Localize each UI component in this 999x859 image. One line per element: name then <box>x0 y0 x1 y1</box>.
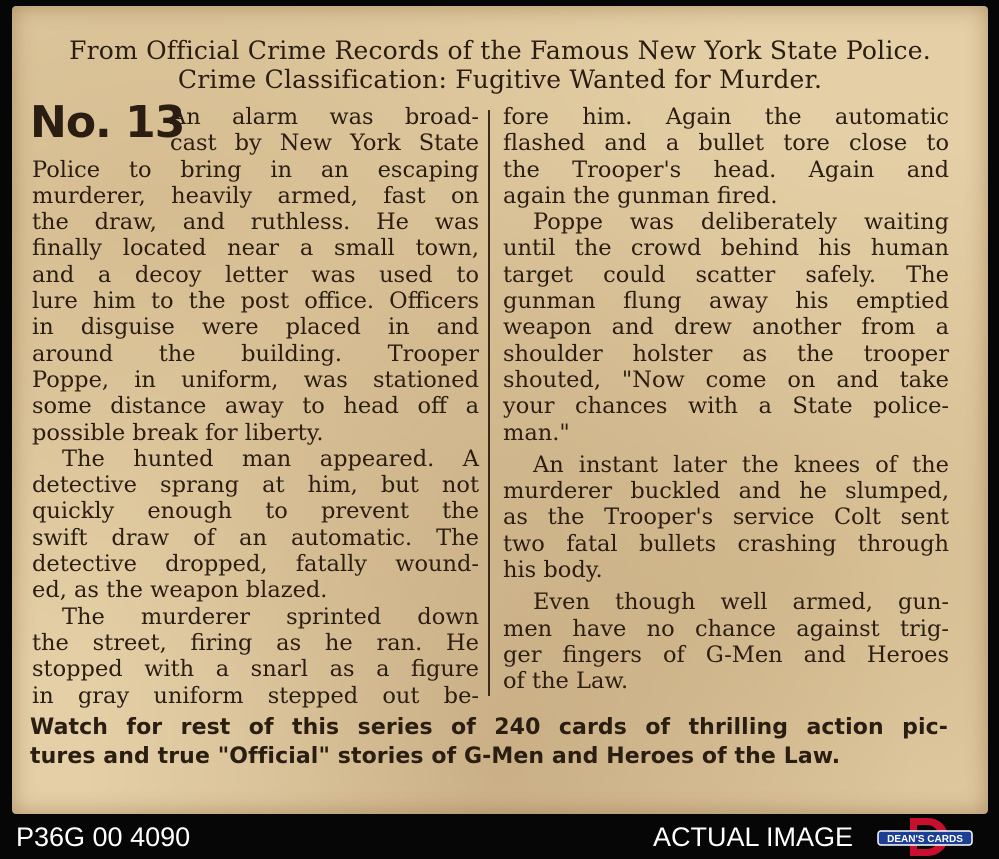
text-line: Poppe was deliberately waiting <box>533 209 949 236</box>
text-line: the street, firing as he ran. He <box>32 629 479 656</box>
svg-text:DEAN'S CARDS: DEAN'S CARDS <box>887 834 963 845</box>
text-line: your chances with a State police- <box>503 393 949 420</box>
text-line: as the Trooper's service Colt sent <box>503 504 949 531</box>
text-line: murderer buckled and he slumped, <box>503 478 949 505</box>
image-caption-bar <box>0 814 999 859</box>
text-line: his body. <box>503 557 603 584</box>
text-line: of the Law. <box>503 668 629 695</box>
text-line: man." <box>503 419 570 446</box>
text-line: Even though well armed, gun- <box>533 589 949 616</box>
text-line: swift draw of an automatic. The <box>32 524 479 551</box>
card-number: No. 13 <box>30 97 185 148</box>
text-line: shouted, "Now come on and take <box>503 366 949 393</box>
text-line: murderer, heavily armed, fast on <box>32 182 479 209</box>
footer-line-1: Watch for rest of this series of 240 cards of thrilling action pic- <box>30 715 948 740</box>
column-divider <box>488 110 490 696</box>
text-line: detective dropped, fatally wound- <box>32 551 479 578</box>
text-line: cast by New York State <box>170 130 479 157</box>
text-line: around the building. Trooper <box>32 340 479 367</box>
text-line: stopped with a snarl as a figure <box>32 656 479 683</box>
card-footer <box>30 713 948 771</box>
text-line: in gray uniform stepped out be- <box>32 682 479 709</box>
text-line: fore him. Again the automatic <box>503 104 949 130</box>
text-line: The hunted man appeared. A <box>62 445 479 472</box>
text-line: quickly enough to prevent the <box>32 498 479 525</box>
text-line: Police to bring in an escaping <box>32 156 479 183</box>
text-line: An alarm was broad- <box>170 104 479 130</box>
text-line: The murderer sprinted down <box>62 603 479 630</box>
text-line: finally located near a small town, <box>32 235 479 262</box>
text-line: the Trooper's head. Again and <box>503 156 949 183</box>
right-column <box>503 104 949 695</box>
text-line: An instant later the knees of the <box>533 451 949 478</box>
text-line: men have no chance against trig- <box>503 615 949 642</box>
text-line: lure him to the post office. Officers <box>32 288 479 315</box>
text-line: possible break for liberty. <box>32 419 324 446</box>
text-line: some distance away to head off a <box>32 393 479 420</box>
card-back <box>12 6 988 814</box>
text-line: gunman flung away his emptied <box>503 288 949 315</box>
left-column <box>32 104 479 709</box>
text-line: shoulder holster as the trooper <box>503 340 949 367</box>
text-line: detective sprang at him, but not <box>32 472 479 499</box>
actual-image-label: ACTUAL IMAGE <box>653 822 854 852</box>
header-line-2: Crime Classification: Fugitive Wanted for Murder. <box>177 65 823 94</box>
deans-cards-logo <box>876 816 976 858</box>
text-line: ed, as the weapon blazed. <box>32 577 328 604</box>
text-line: ger fingers of G-Men and Heroes <box>503 641 949 668</box>
text-line: two fatal bullets crashing through <box>503 530 949 557</box>
text-line: flashed and a bullet tore close to <box>503 130 949 157</box>
text-line: again the gunman fired. <box>503 182 778 209</box>
card-header <box>12 36 988 94</box>
text-line: target could scatter safely. The <box>503 261 949 288</box>
cert-number: P36G 00 4090 <box>16 822 191 852</box>
text-line: Poppe, in uniform, was stationed <box>32 366 479 393</box>
text-line: until the crowd behind his human <box>503 235 949 262</box>
text-line: weapon and drew another from a <box>503 314 949 341</box>
text-line: in disguise were placed in and <box>32 314 479 341</box>
footer-line-2: tures and true "Official" stories of G-Men and Heroes of the Law. <box>30 744 841 769</box>
header-line-1: From Official Crime Records of the Famous New York State Police. <box>69 36 931 65</box>
text-line: the draw, and ruthless. He was <box>32 209 479 236</box>
text-line: and a decoy letter was used to <box>32 261 479 288</box>
